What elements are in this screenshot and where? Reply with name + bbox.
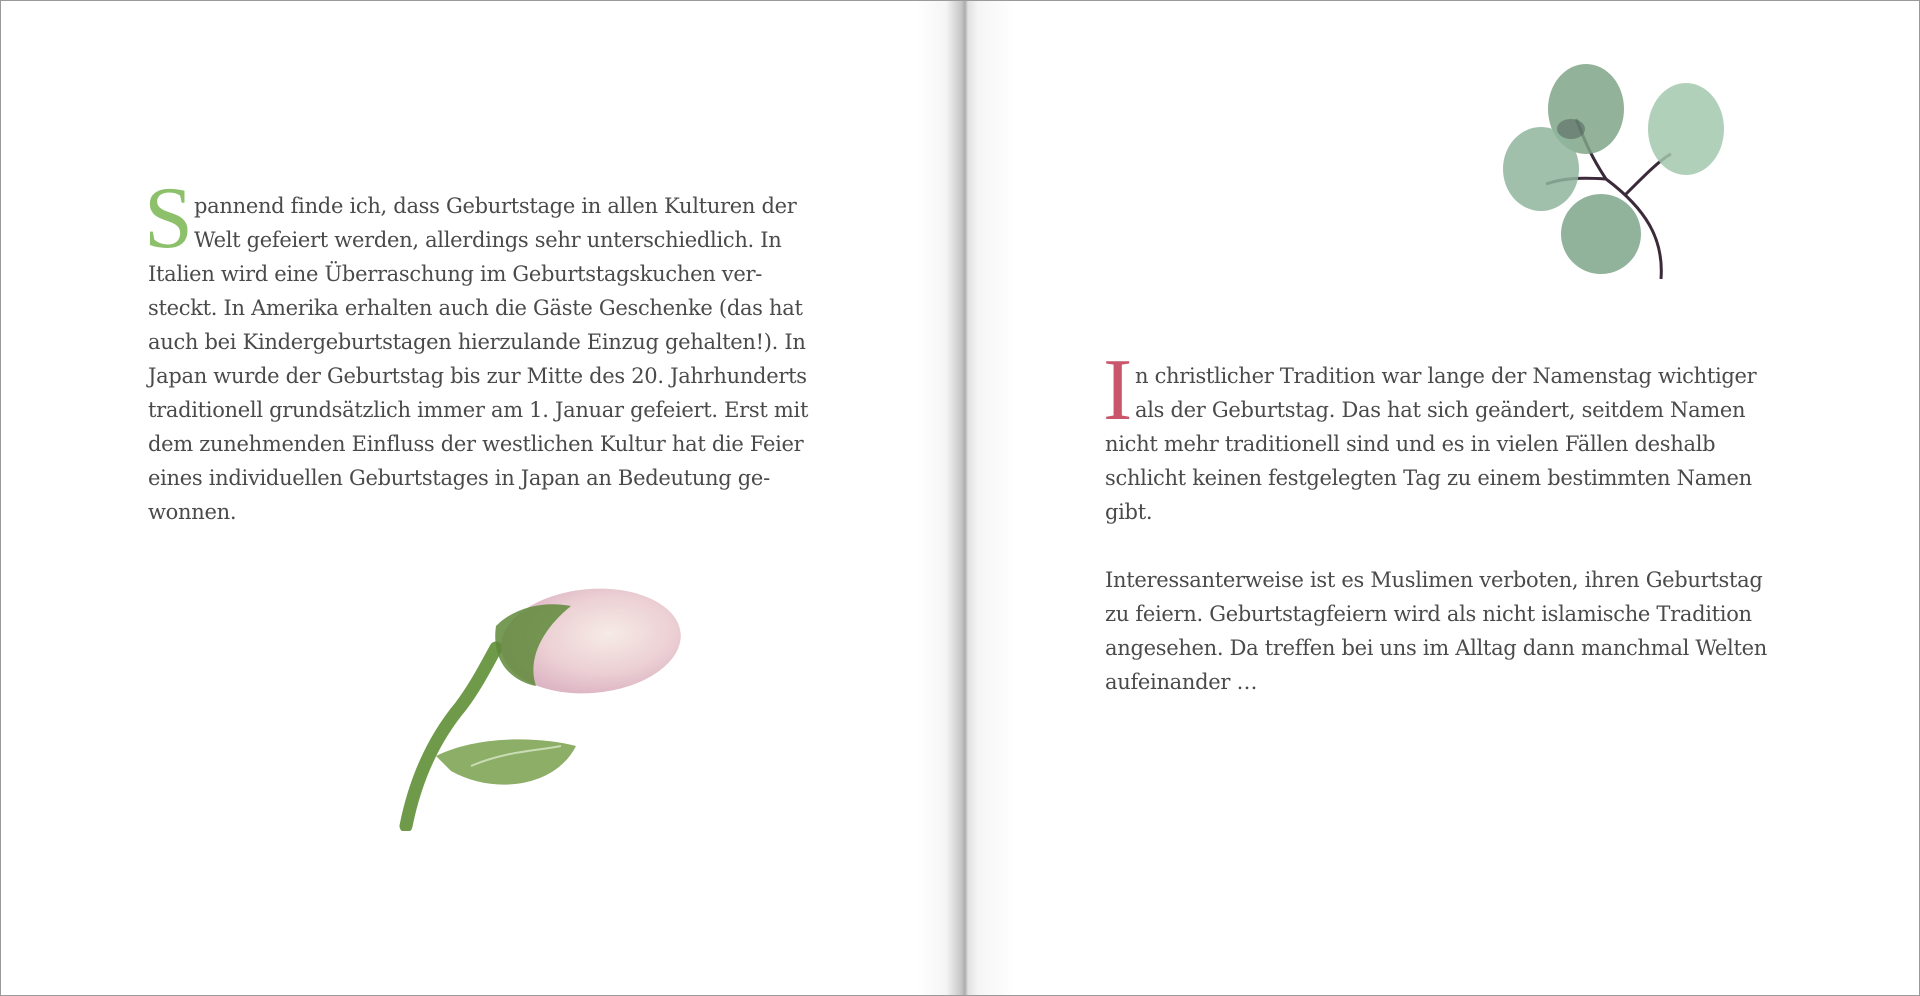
text-line: pannend finde ich, dass Geburtstage in allen Kulturen der [194,194,797,218]
text-line: eines individuellen Geburtstages in Japan an Bedeutung ge- [148,466,770,490]
text-line: zu feiern. Geburtstagfeiern wird als nicht islamische Tradition [1105,602,1752,626]
right-page-text [1103,342,1767,699]
text-line: wonnen. [148,500,237,524]
watercolor-flower-illustration [396,586,711,831]
text-line: n christlicher Tradition war lange der Namenstag wichtiger [1135,364,1757,388]
watercolor-eucalyptus-illustration [1496,59,1726,284]
text-line: auch bei Kindergeburtstagen hierzulande Einzug gehalten!). In [148,330,806,354]
text-line: dem zunehmenden Einfluss der westlichen Kultur hat die Feier [148,432,804,456]
text-line: schlicht keinen festgelegten Tag zu einem bestimmten Namen [1105,466,1752,490]
right-paragraph-1 [1103,342,1767,529]
text-line: gibt. [1105,500,1153,524]
text-line: traditionell grundsätzlich immer am 1. Januar gefeiert. Erst mit [148,398,809,422]
text-line: Japan wurde der Geburtstag bis zur Mitte des 20. Jahrhunderts [148,364,807,388]
text-line: als der Geburtstag. Das hat sich geändert, seitdem Namen [1135,398,1746,422]
text-line: Interessanterweise ist es Muslimen verboten, ihren Geburtstag [1105,568,1763,592]
left-paragraph [144,170,809,529]
text-line: aufeinander … [1105,670,1258,694]
left-page-text [144,170,809,529]
text-line: nicht mehr traditionell sind und es in vielen Fällen deshalb [1105,432,1716,456]
text-line: angesehen. Da treffen bei uns im Alltag dann manchmal Welten [1105,636,1767,660]
text-line: Italien wird eine Überraschung im Geburtstagskuchen ver- [148,262,763,286]
text-line: Welt gefeiert werden, allerdings sehr unterschiedlich. In [194,228,782,252]
book-gutter-shadow [916,1,1016,995]
right-paragraph-2 [1105,563,1767,699]
text-line: steckt. In Amerika erhalten auch die Gäste Geschenke (das hat [148,296,803,320]
drop-cap-i: I [1103,342,1133,439]
drop-cap-s: S [144,170,193,267]
